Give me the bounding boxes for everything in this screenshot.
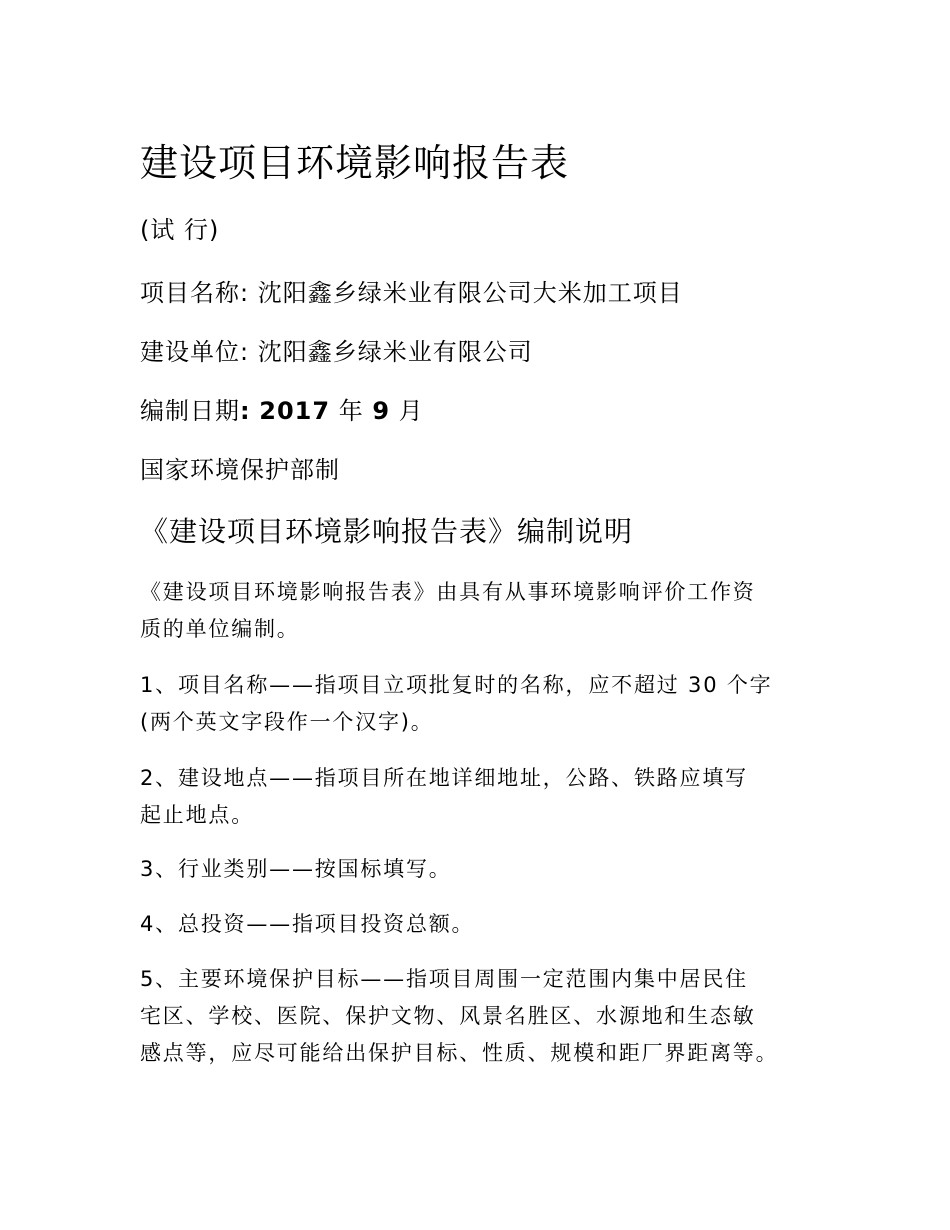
item-2-line: 2、建设地点——指项目所在地详细地址，公路、铁路应填写	[140, 766, 748, 790]
date-label: 编制日期	[140, 397, 240, 425]
project-name-colon: :	[240, 279, 250, 307]
item-5-line: 感点等，应尽可能给出保护目标、性质、规模和距厂界距离等。	[140, 1041, 779, 1065]
builder-line	[140, 332, 533, 367]
item-4-line: 4、总投资——指项目投资总额。	[140, 912, 475, 936]
builder-label: 建设单位	[140, 338, 240, 366]
date-year: 2017	[259, 397, 331, 425]
date-colon: :	[240, 397, 251, 425]
item-2-line: 起止地点。	[140, 803, 254, 827]
instructions-title: 《建设项目环境影响报告表》编制说明	[140, 515, 634, 548]
date-line	[140, 391, 424, 426]
project-name-value: 沈阳鑫乡绿米业有限公司大米加工项目	[257, 279, 683, 307]
date-month-unit: 月	[398, 397, 424, 425]
project-name-label: 项目名称	[140, 279, 240, 307]
builder-colon: :	[240, 338, 250, 366]
intro-line: 质的单位编制。	[140, 617, 300, 641]
project-name-line	[140, 273, 683, 308]
item-5-line: 宅区、学校、医院、保护文物、风景名胜区、水源地和生态敏	[140, 1004, 756, 1028]
report-title: 建设项目环境影响报告表	[140, 141, 570, 185]
date-month: 9	[372, 397, 391, 425]
item-1-line: 1、项目名称——指项目立项批复时的名称，应不超过 30 个字	[140, 673, 773, 697]
intro-line: 《建设项目环境影响报告表》由具有从事环境影响评价工作资	[140, 580, 756, 604]
trial-note: (试 行)	[140, 216, 220, 244]
date-year-unit: 年	[338, 397, 364, 425]
issuer: 国家环境保护部制	[140, 456, 340, 484]
item-1-line: (两个英文字段作一个汉字)。	[140, 710, 434, 734]
item-5-line: 5、主要环境保护目标——指项目周围一定范围内集中居民住	[140, 967, 748, 991]
item-3-line: 3、行业类别——按国标填写。	[140, 857, 452, 881]
builder-value: 沈阳鑫乡绿米业有限公司	[257, 338, 533, 366]
